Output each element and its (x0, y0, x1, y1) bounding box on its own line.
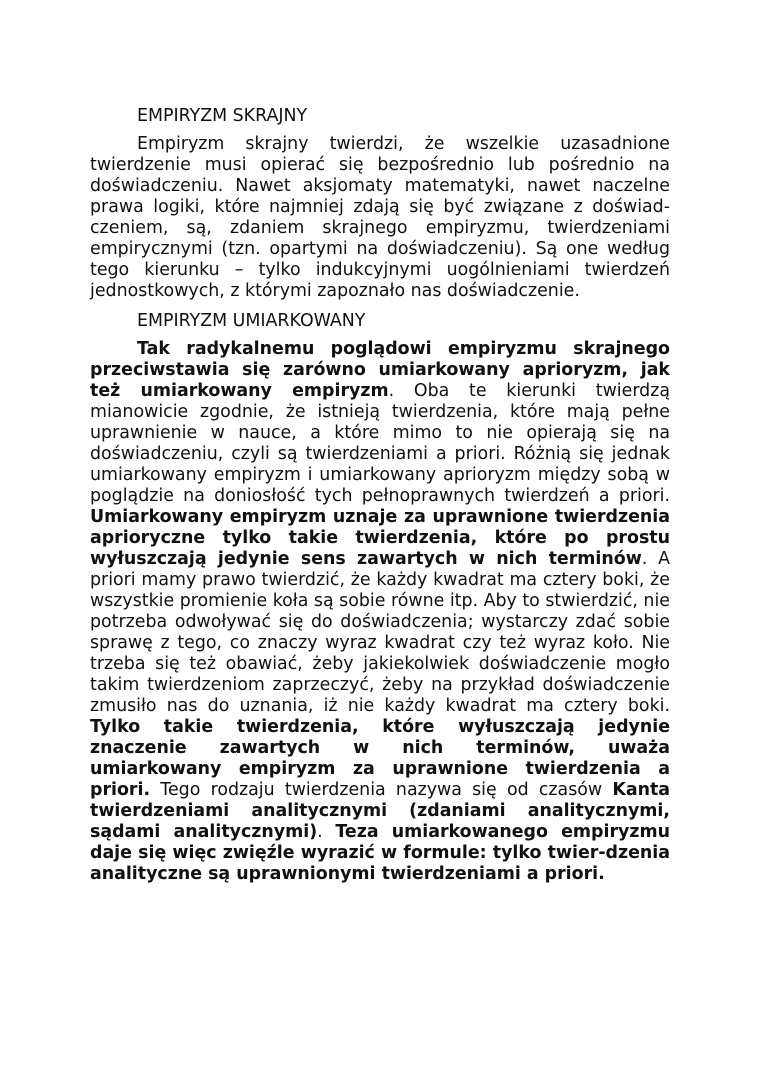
text-run-bold: Umiarkowany empiryzm uznaje za uprawnione twierdzenia aprioryczne tylko takie twierdzenia, które po prostu wyłuszczają jedynie sens zawartych w nich terminów (90, 507, 670, 569)
document-page (90, 103, 670, 885)
text-run-bold: Tylko takie twierdzenia, które wyłuszczają jedynie znaczenie zawartych w nich terminów, uważa umiarkowany empiryzm za uprawnione twierdzenia a priori. (90, 717, 670, 800)
text-run: . Oba te kierunki twierdzą mianowicie zgodnie, że istnieją twierdzenia, które mają pełne uprawnienie w nauce, a które mimo to nie opierają się na doświadczeniu, czyli są twierdzeniami a priori. Różnią się jednak umiarkowany empiryzm i umiarkowany aprioryzm między sobą w poglądzie na doniosłość tych pełnoprawnych twierdzeń a priori. (90, 381, 670, 506)
text-run-bold: Kanta twierdzeniami analitycznymi (zdaniami analitycznymi, sądami analitycznymi) (90, 780, 670, 842)
paragraph-empiryzm-umiarkowany (90, 339, 670, 885)
text-run-bold: Teza umiarkowanego empiryzmu daje się więc zwięźle wyrazić w formule: tylko twier-dzenia analityczne są uprawnionymi twierdzeniami a priori. (90, 822, 670, 884)
section-heading-empiryzm-skrajny: EMPIRYZM SKRAJNY (137, 106, 308, 126)
text-run: . (317, 822, 336, 842)
section-heading-empiryzm-umiarkowany: EMPIRYZM UMIARKOWANY (137, 311, 366, 331)
text-run: Tego rodzaju twierdzenia nazywa się od czasów (150, 780, 613, 800)
text-run: . A priori mamy prawo twierdzić, że każdy kwadrat ma cztery boki, że wszystkie promienie koła są sobie równe itp. Aby to stwierdzić, nie potrzeba odwoływać się do doświadczenia; wystarczy zdać sobie sprawę z tego, co znaczy wyraz kwadrat czy też wyraz koło. Nie trzeba się też obawiać, żeby jakiekolwiek doświadczenie mogło takim twierdzeniom zaprzeczyć, żeby na przykład doświadczenie zmusiło nas do uznania, iż nie każdy kwadrat ma cztery boki. (90, 549, 670, 716)
text-run-bold: Tak radykalnemu poglądowi empiryzmu skrajnego przeciwstawia się zarówno umiarkowany aprioryzm, jak też umiarkowany empiryzm (90, 339, 670, 401)
paragraph-empiryzm-skrajny: Empiryzm skrajny twierdzi, że wszelkie uzasadnione twierdzenie musi opierać się bezpośrednio lub pośrednio na doświadczeniu. Nawet aksjomaty matematyki, nawet naczelne prawa logiki, które najmniej zdają się być związane z doświad-czeniem, są, zdaniem skrajnego empiryzmu, twierdzeniami empirycznymi (tzn. opartymi na doświadczeniu). Są one według tego kierunku – tylko indukcyjnymi uogólnieniami twierdzeń jednostkowych, z którymi zapoznało nas doświadczenie. (90, 134, 670, 301)
